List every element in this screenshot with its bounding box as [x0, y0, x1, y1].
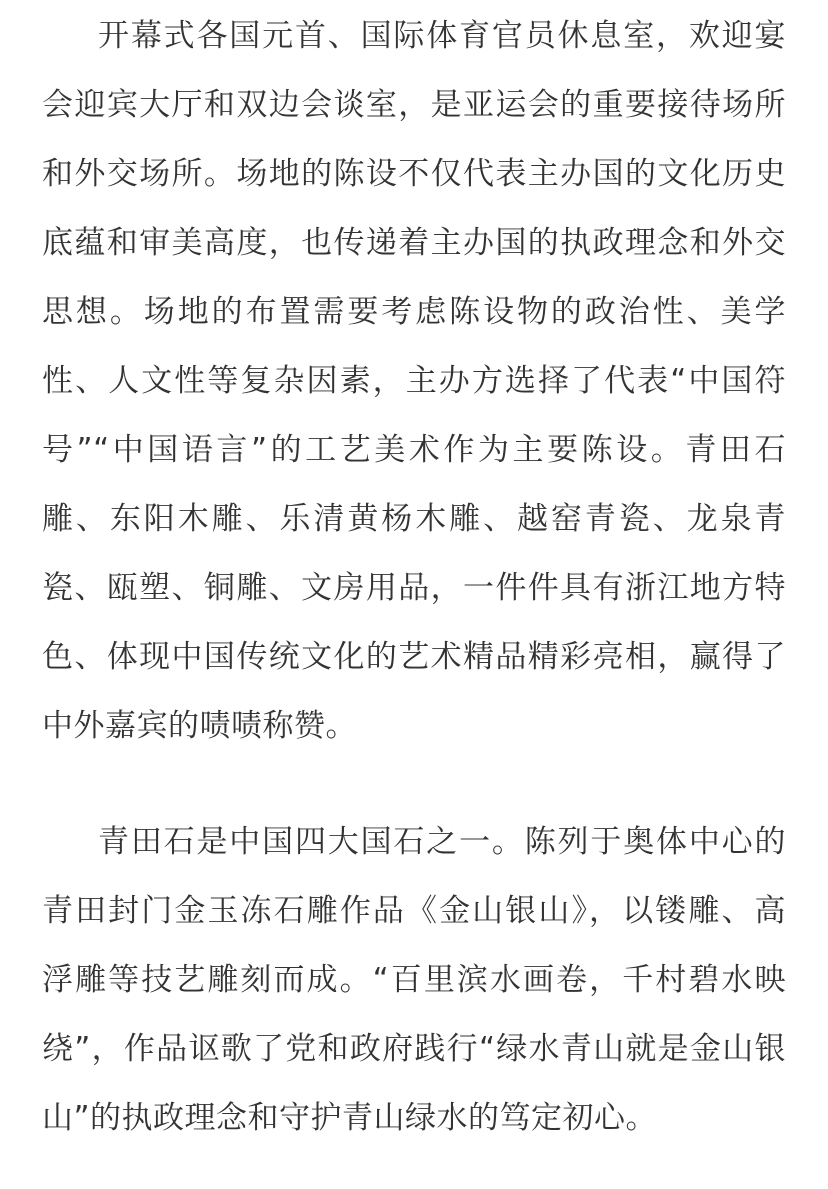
paragraph-line: 色、体现中国传统文化的艺术精品精彩亮相，赢得了	[42, 639, 786, 675]
paragraph-line: 思想。场地的布置需要考虑陈设物的政治性、美学	[42, 294, 786, 330]
paragraph-line: 青田石是中国四大国石之一。陈列于奥体中心的	[98, 824, 786, 860]
paragraph-line: 瓷、瓯塑、铜雕、文房用品，一件件具有浙江地方特	[42, 570, 786, 606]
paragraph-line: 底蕴和审美高度，也传递着主办国的执政理念和外交	[42, 225, 786, 261]
paragraph-line: 会迎宾大厅和双边会谈室，是亚运会的重要接待场所	[42, 87, 786, 123]
paragraph-line: 雕、东阳木雕、乐清黄杨木雕、越窑青瓷、龙泉青	[42, 501, 786, 537]
paragraph-line: 和外交场所。场地的陈设不仅代表主办国的文化历史	[42, 156, 786, 192]
paragraph-line: 绕”，作品讴歌了党和政府践行“绿水青山就是金山银	[42, 1031, 786, 1067]
paragraph-line: 性、人文性等复杂因素，主办方选择了代表“中国符	[42, 363, 786, 399]
paragraph-line: 青田封门金玉冻石雕作品《金山银山》，以镂雕、高	[42, 893, 786, 929]
paragraph-line: 浮雕等技艺雕刻而成。“百里滨水画卷，千村碧水映	[42, 962, 786, 998]
paragraph-line: 中外嘉宾的啧啧称赞。	[42, 708, 357, 744]
paragraph-line: 山”的执政理念和守护青山绿水的笃定初心。	[42, 1100, 658, 1136]
paragraph-line: 开幕式各国元首、国际体育官员休息室，欢迎宴	[98, 18, 786, 54]
paragraph-line: 号”“中国语言”的工艺美术作为主要陈设。青田石	[42, 432, 786, 468]
